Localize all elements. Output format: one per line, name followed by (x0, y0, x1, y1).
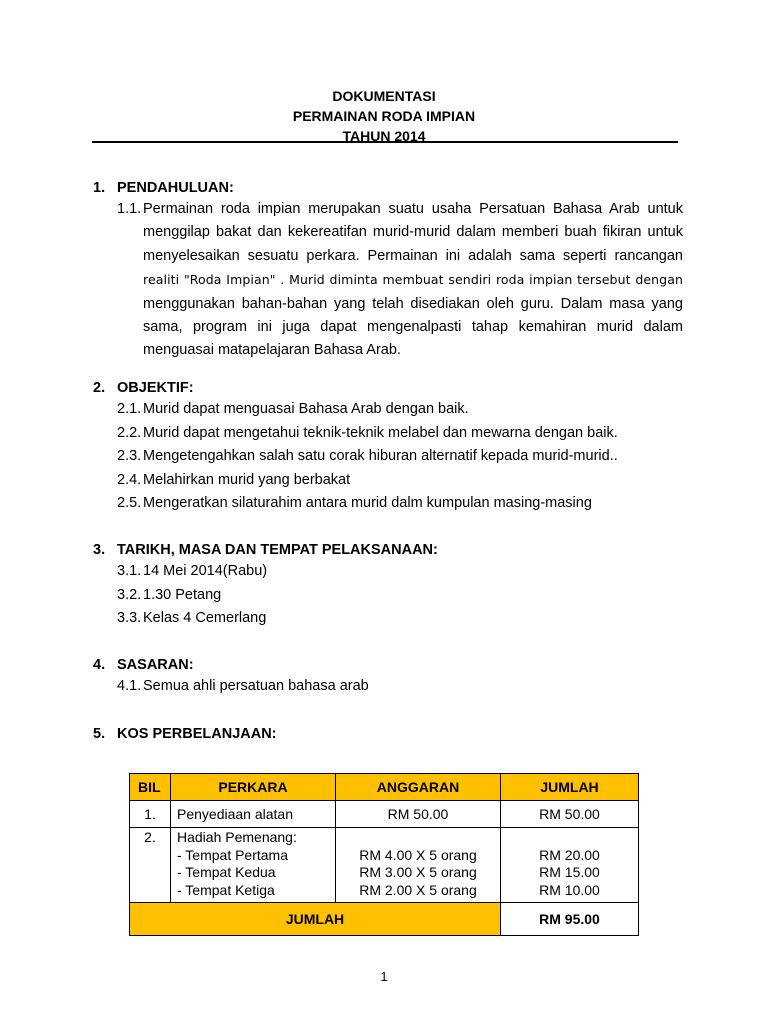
section-heading: 1. PENDAHULUAN: (93, 180, 234, 196)
section-heading: 3. TARIKH, MASA DAN TEMPAT PELAKSANAAN: (93, 542, 438, 558)
paragraph-1-1: 1.1. Permainan roda impian merupakan suatu usaha Persatuan Bahasa Arab untuk menggilap bakat dan kekereatifan murid-murid dalam memberi buah fikiran untuk menyelesaikan sesuatu perkara. Permainan ini adalah sama seperti rancangan realiti "Roda Impian" . Murid diminta membuat sendiri roda impian tersebut dengan menggunakan bahan-bahan yang telah disediakan oleh guru. Dalam masa yang sama, program ini juga dapat mengenalpasti tahap kemahiran murid dalam menguasai matapelajaran Bahasa Arab. (117, 201, 683, 359)
cell-bil: 2. (130, 828, 171, 903)
section-pendahuluan (93, 178, 683, 363)
col-header-perkara: PERKARA (171, 774, 336, 801)
table-total-row (130, 903, 639, 936)
header-rule (92, 141, 678, 143)
total-amount: RM 95.00 (501, 903, 639, 936)
table-row (130, 801, 639, 828)
section-heading: 2. OBJEKTIF: (93, 380, 194, 396)
cost-table (129, 773, 639, 936)
section-kos (93, 724, 683, 744)
list-item: 2.3. Mengetengahkan salah satu corak hiburan alternatif kepada murid-murid.. (117, 448, 618, 464)
list-item: 2.1. Murid dapat menguasai Bahasa Arab dengan baik. (117, 401, 469, 417)
col-header-anggaran: ANGGARAN (336, 774, 501, 801)
list-item: 2.5. Mengeratkan silaturahim antara murid dalm kumpulan masing-masing (117, 495, 592, 511)
section-sasaran (93, 655, 683, 699)
section-tarikh (93, 540, 683, 631)
col-header-bil: BIL (130, 774, 171, 801)
list-item: 2.4. Melahirkan murid yang berbakat (117, 471, 351, 488)
table-row (130, 828, 639, 903)
list-item: 4.1. Semua ahli persatuan bahasa arab (117, 678, 369, 694)
title-line-3: TAHUN 2014 (342, 128, 426, 144)
cell-bil: 1. (130, 801, 171, 828)
cell-jumlah: RM 50.00 (501, 801, 639, 828)
cell-anggaran: RM 50.00 (336, 801, 501, 828)
list-item: 2.2. Murid dapat mengetahui teknik-teknik melabel dan mewarna dengan baik. (117, 424, 618, 441)
cell-anggaran: RM 4.00 X 5 orang RM 3.00 X 5 orang RM 2.00 X 5 orang (336, 828, 501, 903)
title-line-2: PERMAINAN RODA IMPIAN (292, 108, 476, 124)
col-header-jumlah: JUMLAH (501, 774, 639, 801)
title-line-1: DOKUMENTASI (332, 88, 436, 104)
list-item: 3.2. 1.30 Petang (117, 586, 222, 603)
document-title (0, 86, 768, 146)
total-label: JUMLAH (130, 903, 501, 936)
cell-perkara: Hadiah Pemenang: - Tempat Pertama - Tempat Kedua - Tempat Ketiga (171, 828, 336, 903)
section-heading: 5. KOS PERBELANJAAN: (93, 726, 277, 742)
table-header-row (130, 774, 639, 801)
page-number: 1 (380, 969, 388, 984)
list-item: 3.3. Kelas 4 Cemerlang (117, 610, 267, 626)
cell-jumlah: RM 20.00 RM 15.00 RM 10.00 (501, 828, 639, 903)
section-objektif (93, 378, 683, 516)
cell-perkara: Penyediaan alatan (171, 801, 336, 828)
list-item: 3.1. 14 Mei 2014(Rabu) (117, 563, 268, 579)
section-heading: 4. SASARAN: (93, 657, 194, 673)
